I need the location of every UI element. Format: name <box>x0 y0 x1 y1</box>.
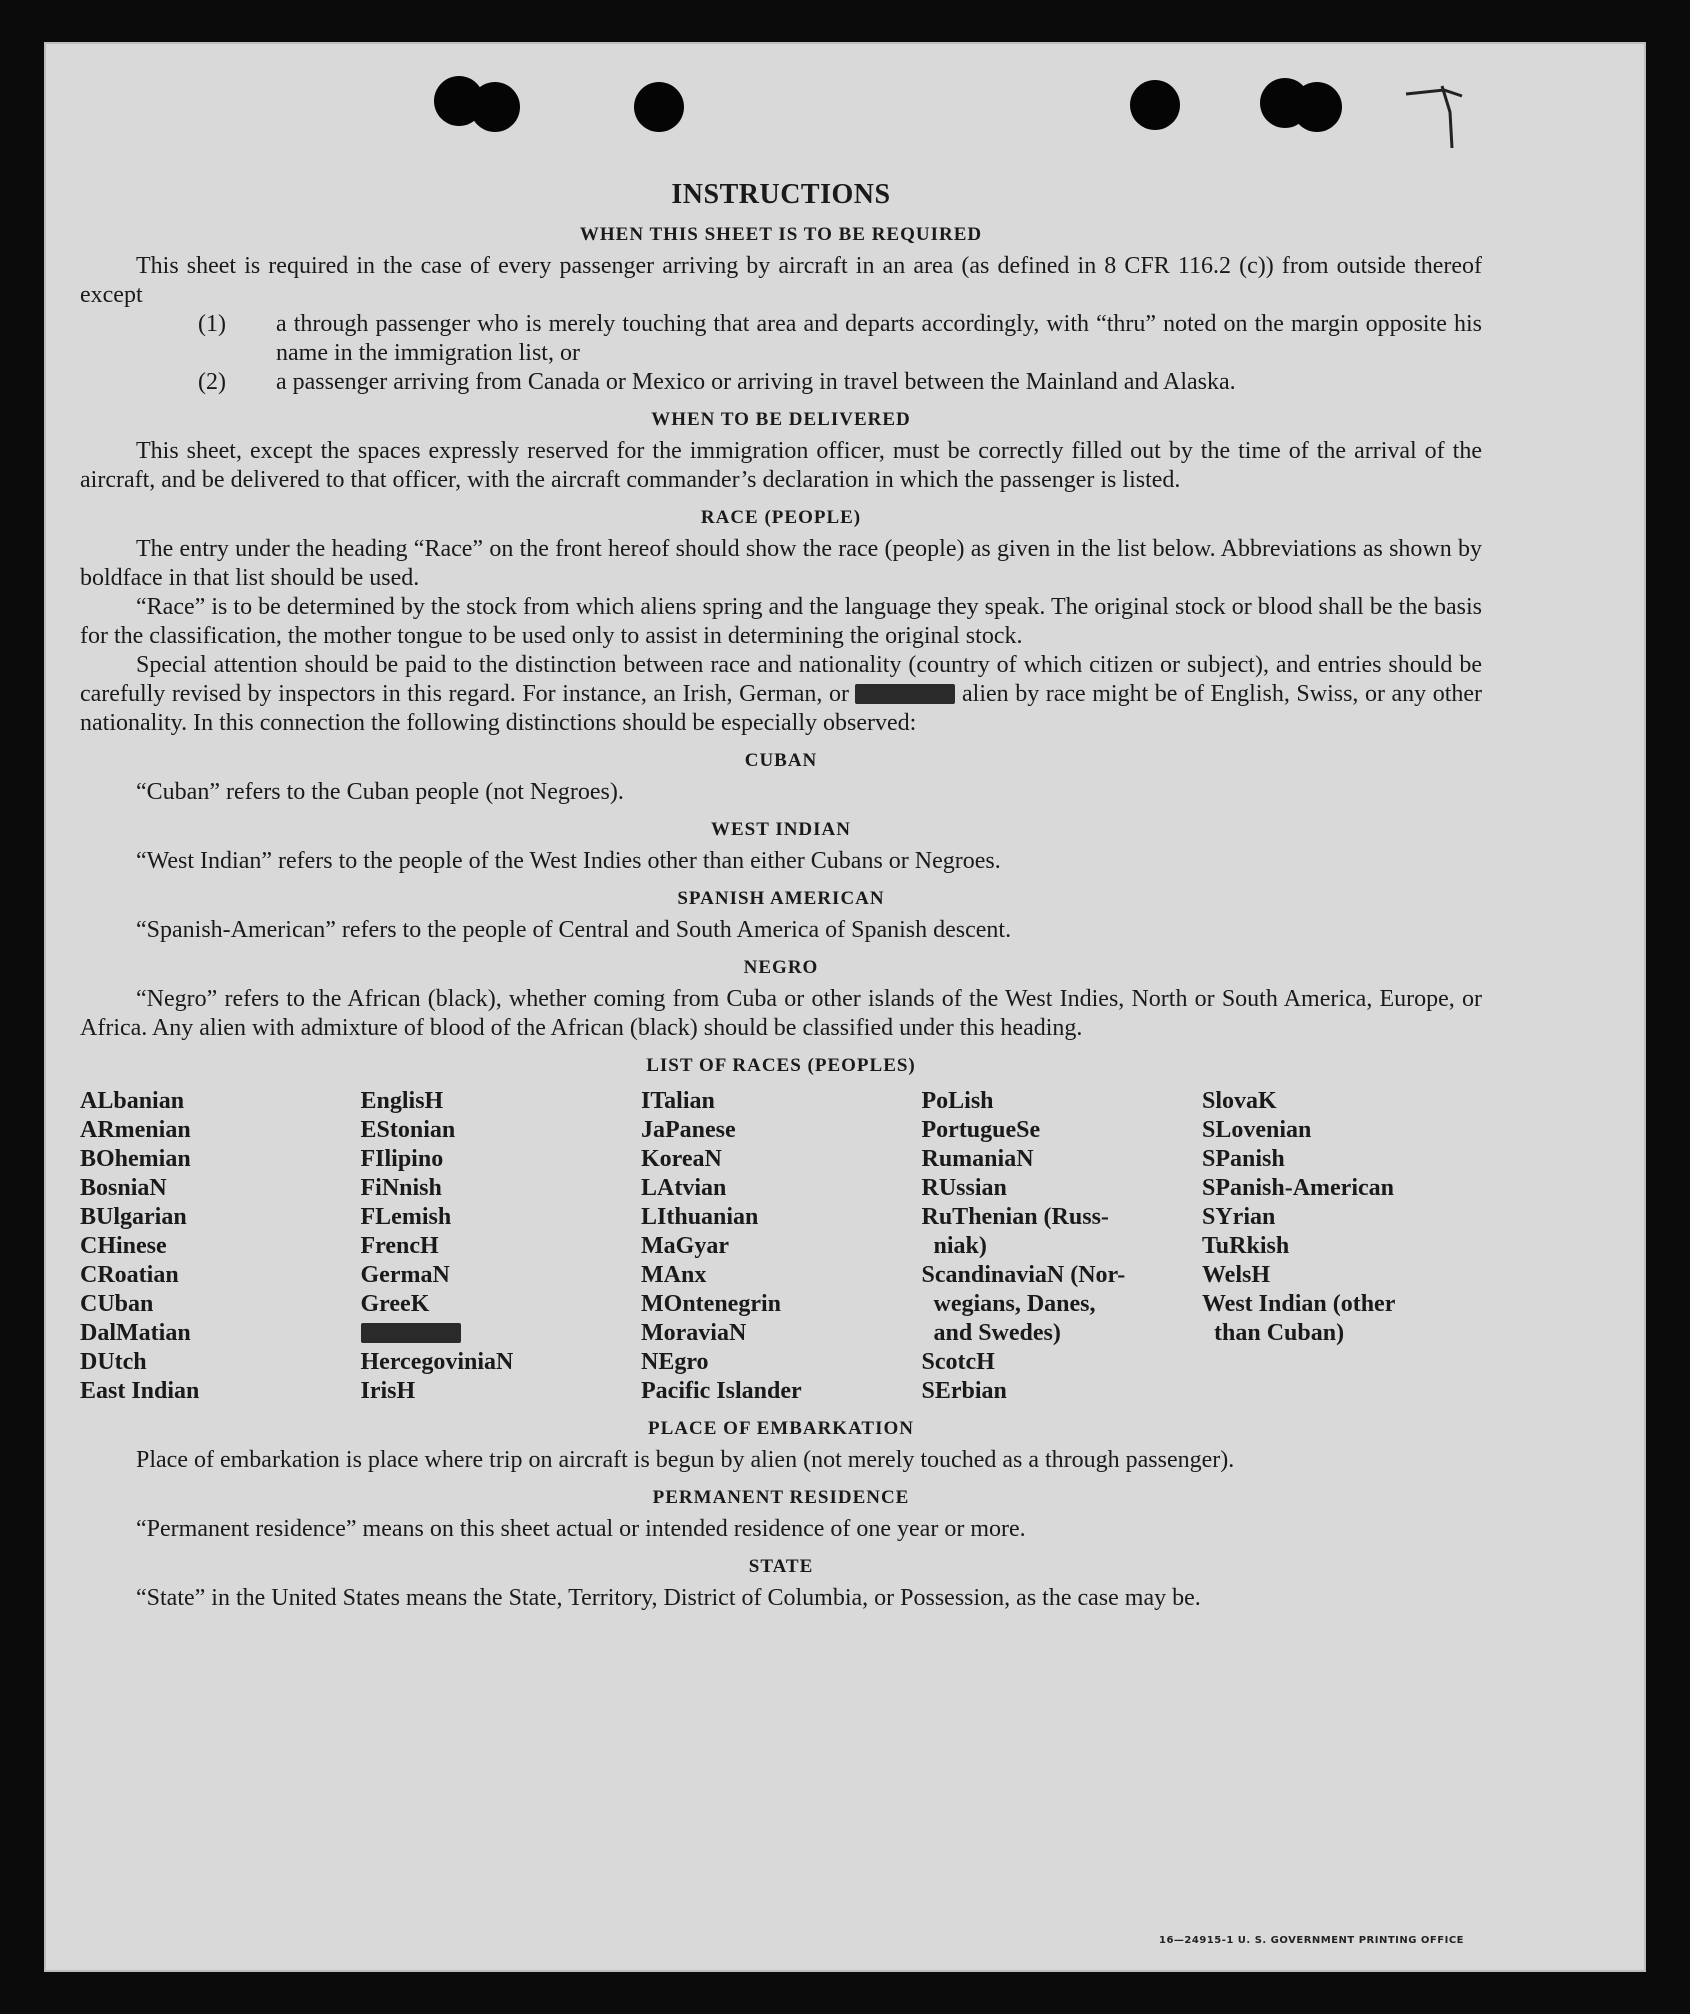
race-entry: MAnx <box>641 1262 707 1288</box>
staple-mark <box>1404 82 1464 152</box>
race-entry: SErbian <box>921 1378 1007 1404</box>
race-entry: LAtvian <box>641 1175 727 1201</box>
race-entry: KoreaN <box>641 1146 722 1172</box>
race-entry: MOntenegrin <box>641 1291 781 1317</box>
required-item-1 <box>80 310 1482 368</box>
race-entry: RUssian <box>921 1175 1007 1201</box>
punch-hole-6 <box>1292 82 1342 132</box>
delivered-text: This sheet, except the spaces expressly reserved for the immigration officer, must be correctly filled out by the time of the arrival of the aircraft, and be delivered to that officer, with the aircraft commander’s declaration in which the passenger is listed. <box>80 438 1482 493</box>
race-entry: BosniaN <box>80 1175 167 1201</box>
race-entry: SlovaK <box>1202 1088 1277 1114</box>
race-entry: PoLish <box>921 1088 994 1114</box>
race-entry: MaGyar <box>641 1233 729 1259</box>
race-entry: LIthuanian <box>641 1204 759 1230</box>
item-text: a through passenger who is merely touching that area and departs accordingly, with “thru” noted on the margin opposite his name in the immigration list, or <box>276 311 1482 366</box>
race-entry: DUtch <box>80 1349 147 1375</box>
state-text: “State” in the United States means the State, Territory, District of Columbia, or Possession, as the case may be. <box>136 1585 1201 1611</box>
heading-embarkation: PLACE OF EMBARKATION <box>648 1418 914 1439</box>
race-entry: CRoatian <box>80 1262 179 1288</box>
residence-text: “Permanent residence” means on this sheet actual or intended residence of one year or more. <box>136 1516 1026 1542</box>
race-paragraph-1: The entry under the heading “Race” on the front hereof should show the race (people) as given in the list below. Abbreviations as shown by boldface in that list should be used. <box>80 536 1482 591</box>
item-number: (1) <box>198 311 226 337</box>
race-entry: SPanish <box>1202 1146 1285 1172</box>
race-entry: NEgro <box>641 1349 709 1375</box>
redaction-block <box>855 684 955 704</box>
race-paragraph-3b: alien by race might be of English, Swiss, or any other nationality. In this connection the following distinctions should be especially observed: <box>80 681 1483 736</box>
heading-residence: PERMANENT RESIDENCE <box>652 1487 910 1508</box>
race-entry: TuRkish <box>1202 1233 1290 1259</box>
races-column-4 <box>922 1087 1202 1406</box>
heading-delivered: WHEN TO BE DELIVERED <box>651 409 911 430</box>
punch-hole-2 <box>470 82 520 132</box>
races-column-2 <box>361 1087 641 1406</box>
race-entry: Pacific Islander <box>641 1378 802 1404</box>
race-entry: niak) <box>921 1233 987 1259</box>
punch-hole-3 <box>634 82 684 132</box>
heading-negro: NEGRO <box>743 957 819 978</box>
race-entry: HercegoviniaN <box>360 1349 514 1375</box>
spanish-american-text: “Spanish-American” refers to the people of Central and South America of Spanish descent. <box>136 917 1012 943</box>
cuban-text: “Cuban” refers to the Cuban people (not Negroes). <box>136 779 624 805</box>
race-entry: FrencH <box>360 1233 439 1259</box>
race-entry: JaPanese <box>641 1117 736 1143</box>
race-paragraph-3a: Special attention should be paid to the distinction between race and nationality (country of which citizen or subject), and entries should be carefully revised by inspectors in this regard. For instance, an Irish, German, or <box>80 652 1482 707</box>
document-sheet <box>44 42 1646 1972</box>
instructions-content <box>80 178 1482 1613</box>
heading-west-indian: WEST INDIAN <box>711 819 851 840</box>
race-entry: ALbanian <box>80 1088 185 1114</box>
heading-list-of-races: LIST OF RACES (PEOPLES) <box>646 1055 916 1076</box>
race-entry: SYrian <box>1202 1204 1276 1230</box>
race-entry: GermaN <box>360 1262 450 1288</box>
race-entry: DalMatian <box>80 1320 191 1346</box>
west-indian-text: “West Indian” refers to the people of the West Indies other than either Cubans or Negroes. <box>136 848 1001 874</box>
race-entry: FiNnish <box>360 1175 442 1201</box>
race-entry: WelsH <box>1202 1262 1271 1288</box>
race-entry: ITalian <box>641 1088 715 1114</box>
item-text: a passenger arriving from Canada or Mexico or arriving in travel between the Mainland and Alaska. <box>276 369 1236 395</box>
heading-cuban: CUBAN <box>744 750 818 771</box>
races-column-5 <box>1202 1087 1482 1406</box>
race-entry: BUlgarian <box>80 1204 187 1230</box>
item-number: (2) <box>198 369 226 395</box>
race-entry: BOhemian <box>80 1146 191 1172</box>
races-column-3 <box>641 1087 921 1406</box>
race-entry: EnglisH <box>360 1088 444 1114</box>
race-entry: SLovenian <box>1202 1117 1312 1143</box>
race-entry: RumaniaN <box>921 1146 1034 1172</box>
races-list <box>80 1087 1482 1406</box>
required-item-2 <box>80 368 1482 397</box>
heading-spanish-american: SPANISH AMERICAN <box>677 888 885 909</box>
race-entry: SPanish-American <box>1202 1175 1394 1201</box>
race-entry: ScotcH <box>921 1349 995 1375</box>
required-intro: This sheet is required in the case of every passenger arriving by aircraft in an area (as defined in 8 CFR 116.2 (c)) from outside thereof except <box>80 253 1482 308</box>
negro-text: “Negro” refers to the African (black), whether coming from Cuba or other islands of the West Indies, North or South America, Europe, or Africa. Any alien with admixture of blood of the African (black) should be classified under this heading. <box>80 986 1482 1041</box>
heading-required: WHEN THIS SHEET IS TO BE REQUIRED <box>579 224 983 245</box>
races-column-1 <box>80 1087 360 1406</box>
race-entry: ARmenian <box>80 1117 191 1143</box>
race-entry: GreeK <box>360 1291 430 1317</box>
race-entry: than Cuban) <box>1202 1320 1345 1346</box>
race-entry: CUban <box>80 1291 154 1317</box>
heading-state: STATE <box>748 1556 814 1577</box>
race-paragraph-3 <box>80 651 1482 738</box>
race-entry: FIlipino <box>360 1146 444 1172</box>
race-entry: RuThenian (Russ- <box>921 1204 1109 1230</box>
printing-office-code: 16—24915-1 U. S. GOVERNMENT PRINTING OFFICE <box>1159 1935 1464 1946</box>
race-paragraph-2: “Race” is to be determined by the stock from which aliens spring and the language they speak. The original stock or blood shall be the basis for the classification, the mother tongue to be used only to assist in determining the original stock. <box>80 594 1482 649</box>
race-entry: EStonian <box>360 1117 456 1143</box>
heading-race: RACE (PEOPLE) <box>700 507 862 528</box>
race-entry: ScandinaviaN (Nor- <box>921 1262 1126 1288</box>
race-entry-redacted <box>361 1319 641 1348</box>
punch-hole-4 <box>1130 80 1180 130</box>
race-entry: MoraviaN <box>641 1320 747 1346</box>
race-entry: FLemish <box>360 1204 452 1230</box>
race-entry: IrisH <box>360 1378 416 1404</box>
race-entry: and Swedes) <box>921 1320 1061 1346</box>
race-entry: PortugueSe <box>921 1117 1041 1143</box>
race-entry: CHinese <box>80 1233 167 1259</box>
page-title: INSTRUCTIONS <box>671 179 891 210</box>
race-entry: wegians, Danes, <box>921 1291 1096 1317</box>
race-entry: East Indian <box>80 1378 200 1404</box>
redaction-block <box>361 1323 461 1343</box>
embarkation-text: Place of embarkation is place where trip on aircraft is begun by alien (not merely touched as a through passenger). <box>136 1447 1235 1473</box>
race-entry: West Indian (other <box>1202 1291 1396 1317</box>
